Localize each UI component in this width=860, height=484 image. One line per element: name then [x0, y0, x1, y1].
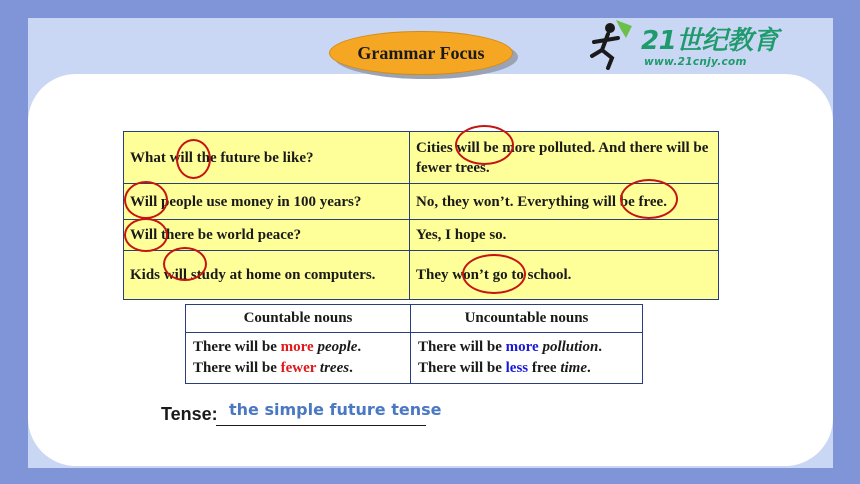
example-line: There will be less free time.	[418, 360, 591, 376]
noun-word: trees	[319, 360, 350, 376]
question-cell: Kids will study at home on computers.	[124, 251, 410, 300]
logo-url: www.21cnjy.com	[644, 56, 747, 68]
answer-cell: No, they won’t. Everything will be free.	[410, 184, 719, 220]
table-row	[124, 132, 719, 184]
logo-text: 21世纪教育	[641, 26, 779, 56]
noun-word: people	[317, 339, 358, 355]
qa-table	[123, 131, 719, 300]
quantifier-word: more	[280, 339, 314, 355]
table-header-row	[186, 305, 643, 333]
question-cell: What will the future be like?	[124, 132, 410, 184]
countable-examples	[186, 333, 411, 384]
example-line: There will be more people.	[193, 339, 362, 355]
table-row	[124, 184, 719, 220]
table-row	[124, 220, 719, 251]
noun-word: pollution	[542, 339, 599, 355]
site-logo	[586, 16, 796, 72]
uncountable-header: Uncountable nouns	[411, 305, 643, 333]
noun-word: time	[560, 360, 588, 376]
question-cell: Will there be world peace?	[124, 220, 410, 251]
table-row	[186, 333, 643, 384]
question-cell: Will people use money in 100 years?	[124, 184, 410, 220]
answer-blank-line	[216, 425, 426, 426]
example-line: There will be more pollution.	[418, 339, 603, 355]
countable-header: Countable nouns	[186, 305, 411, 333]
uncountable-examples	[411, 333, 643, 384]
tense-answer: the simple future tense	[229, 400, 442, 419]
quantifier-word: less	[505, 360, 529, 376]
quantifier-word: more	[505, 339, 539, 355]
table-row	[124, 251, 719, 300]
answer-cell: Yes, I hope so.	[410, 220, 719, 251]
quantifier-word: fewer	[280, 360, 317, 376]
runner-icon	[586, 16, 646, 72]
nouns-table	[185, 304, 643, 384]
example-line: There will be fewer trees.	[193, 360, 353, 376]
answer-cell: They won’t go to school.	[410, 251, 719, 300]
answer-cell: Cities will be more polluted. And there will be fewer trees.	[410, 132, 719, 184]
tense-label: Tense:	[161, 404, 218, 424]
grammar-focus-badge: Grammar Focus	[329, 31, 513, 75]
